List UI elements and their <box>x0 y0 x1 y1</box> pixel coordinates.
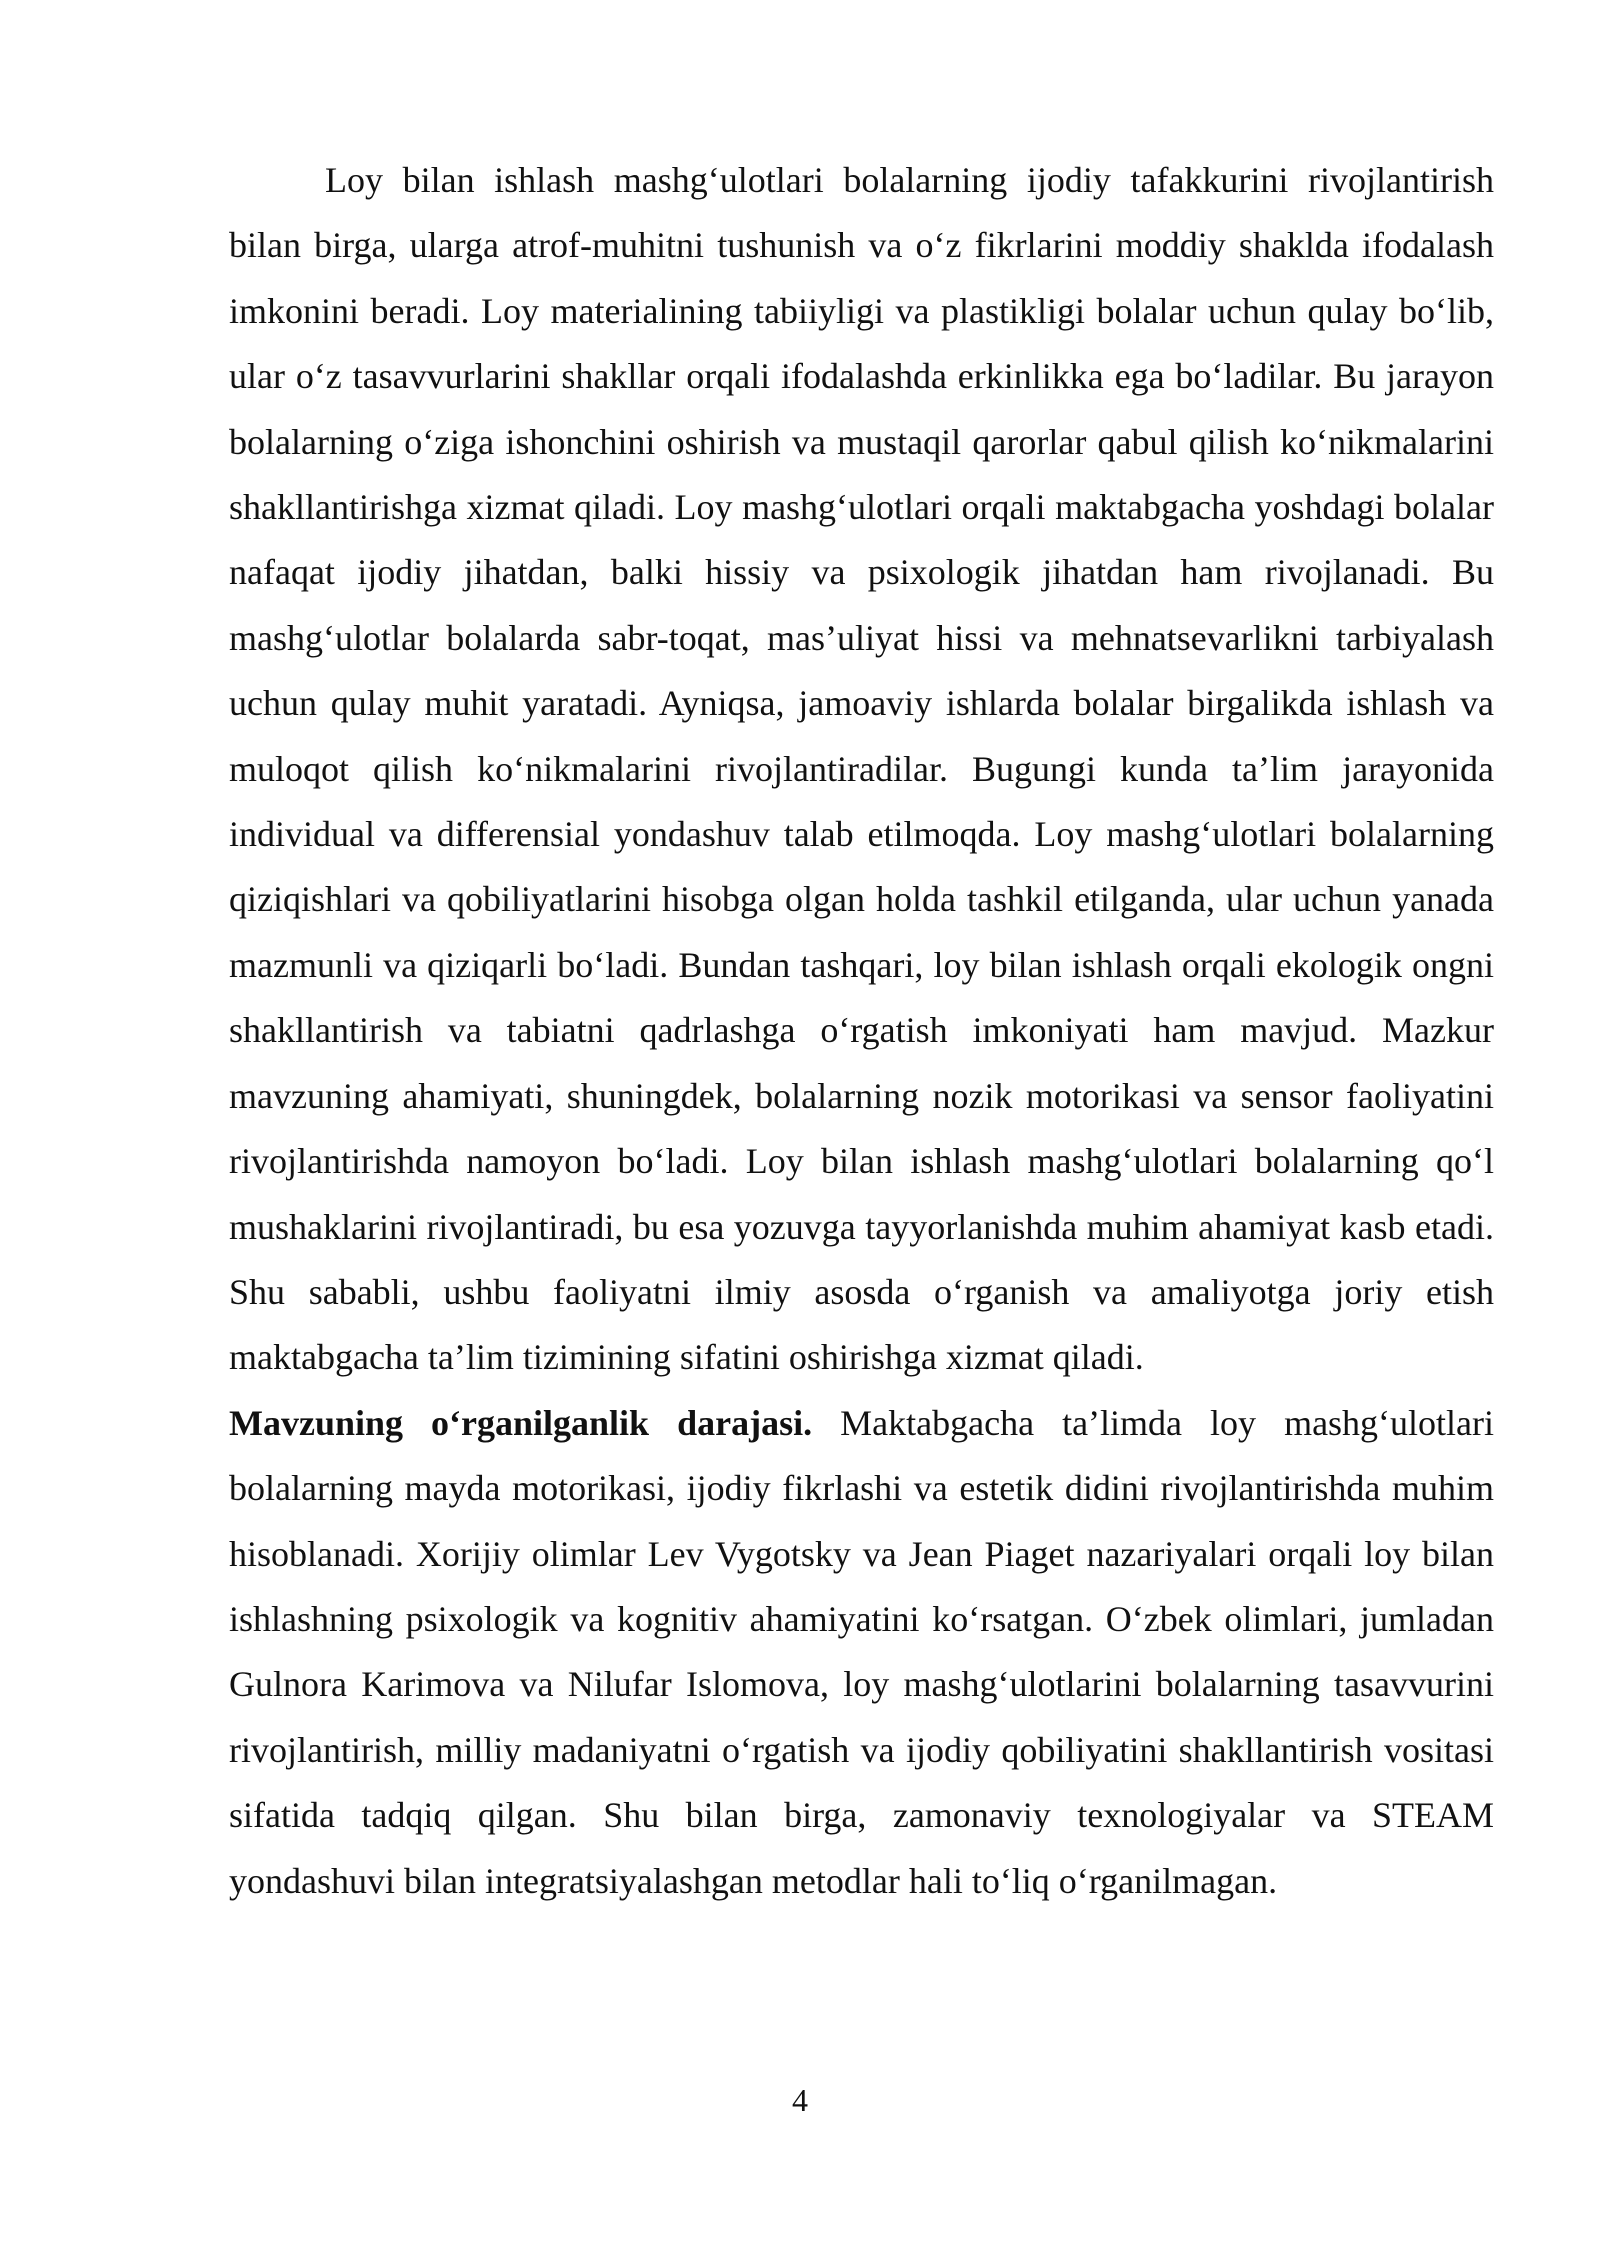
paragraph-literature-text: Maktabgacha ta’limda loy mashg‘ulotlari bolalarning mayda motorikasi, ijodiy fikrlashi va estetik didini rivojlantirishda muhim hisoblanadi. Xorijiy olimlar Lev Vygotsky va Jean Piaget nazariyalari orqali loy bilan ishlashning psixologik va kognitiv ahamiyatini ko‘rsatgan. O‘zbek olimlari, jumladan Gulnora Karimova va Nilufar Islomova, loy mashg‘ulotlarini bolalarning tasavvurini rivojlantirish, milliy madaniyatni o‘rgatish va ijodiy qobiliyatini shakllantirish vositasi sifatida tadqiq qilgan. Shu bilan birga, zamonaviy texnologiyalar va STEAM yondashuvi bilan integratsiyalashgan metodlar hali to‘liq o‘rganilmagan. <box>229 1402 1495 1901</box>
page-number: 4 <box>792 2082 808 2118</box>
section-heading: Mavzuning o‘rganilganlik darajasi. <box>229 1402 813 1443</box>
paragraph-literature-review <box>229 1391 1494 1914</box>
body-text <box>229 148 1494 1914</box>
paragraph-intro: Loy bilan ishlash mashg‘ulotlari bolalarning ijodiy tafakkurini rivojlantirish bilan birga, ularga atrof-muhitni tushunish va o‘z fikrlarini moddiy shaklda ifodalash imkonini beradi. Loy materialining tabiiyligi va plastikligi bolalar uchun qulay bo‘lib, ular o‘z tasavvurlarini shakllar orqali ifodalashda erkinlikka ega bo‘ladilar. Bu jarayon bolalarning o‘ziga ishonchini oshirish va mustaqil qarorlar qabul qilish ko‘nikmalarini shakllantirishga xizmat qiladi. Loy mashg‘ulotlari orqali maktabgacha yoshdagi bolalar nafaqat ijodiy jihatdan, balki hissiy va psixologik jihatdan ham rivojlanadi. Bu mashg‘ulotlar bolalarda sabr-toqat, mas’uliyat hissi va mehnatsevarlikni tarbiyalash uchun qulay muhit yaratadi. Ayniqsa, jamoaviy ishlarda bolalar birgalikda ishlash va muloqot qilish ko‘nikmalarini rivojlantiradilar. Bugungi kunda ta’lim jarayonida individual va differensial yondashuv talab etilmoqda. Loy mashg‘ulotlari bolalarning qiziqishlari va qobiliyatlarini hisobga olgan holda tashkil etilganda, ular uchun yanada mazmunli va qiziqarli bo‘ladi. Bundan tashqari, loy bilan ishlash orqali ekologik ongni shakllantirish va tabiatni qadrlashga o‘rgatish imkoniyati ham mavjud. Mazkur mavzuning ahamiyati, shuningdek, bolalarning nozik motorikasi va sensor faoliyatini rivojlantirishda namoyon bo‘ladi. Loy bilan ishlash mashg‘ulotlari bolalarning qo‘l mushaklarini rivojlantiradi, bu esa yozuvga tayyorlanishda muhim ahamiyat kasb etadi. Shu sababli, ushbu faoliyatni ilmiy asosda o‘rganish va amaliyotga joriy etish maktabgacha ta’lim tizimining sifatini oshirishga xizmat qiladi. <box>229 160 1494 1378</box>
